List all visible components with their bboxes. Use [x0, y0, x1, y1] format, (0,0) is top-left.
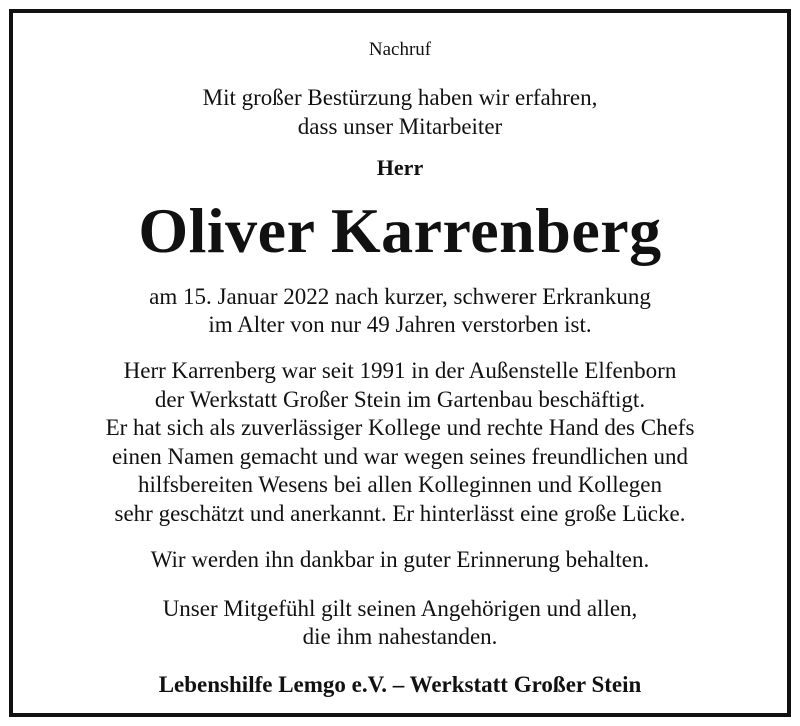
bio-line: Er hat sich als zuverlässiger Kollege und rechte Hand des Chefs — [105, 415, 695, 440]
salutation — [13, 154, 787, 182]
obituary-heading — [13, 38, 787, 62]
bio-line: Herr Karrenberg war seit 1991 in der Außenstelle Elfenborn — [123, 358, 677, 383]
condolence-paragraph — [13, 595, 787, 651]
death-line: am 15. Januar 2022 nach kurzer, schwerer Erkrankung — [149, 284, 651, 309]
thanks-line: Wir werden ihn dankbar in guter Erinnerung behalten. — [150, 547, 650, 572]
intro-line: Mit großer Bestürzung haben wir erfahren, — [202, 85, 598, 110]
salutation-text: Herr — [376, 155, 424, 180]
death-line: im Alter von nur 49 Jahren verstorben ist. — [208, 312, 592, 337]
signature — [13, 670, 787, 700]
bio-line: einen Namen gemacht und war wegen seines freundlichen und — [111, 443, 689, 469]
thanks-paragraph — [13, 546, 787, 574]
heading-text: Nachruf — [368, 39, 432, 60]
bio-line: hilfsbereiten Wesens bei allen Kolleginnen und Kollegen — [137, 472, 663, 497]
condolence-line: Unser Mitgefühl gilt seinen Angehörigen und allen, — [162, 596, 638, 621]
signature-text: Lebenshilfe Lemgo e.V. – Werkstatt Großer Stein — [158, 672, 642, 697]
intro-paragraph — [13, 83, 787, 141]
bio-line: sehr geschätzt und anerkannt. Er hinterlässt eine große Lücke. — [114, 500, 686, 526]
condolence-line: die ihm nahestanden. — [302, 624, 498, 649]
biography-paragraph — [13, 357, 787, 528]
bio-line: der Werkstatt Großer Stein im Gartenbau beschäftigt. — [154, 386, 646, 412]
intro-line: dass unser Mitarbeiter — [297, 114, 503, 139]
obituary-frame — [9, 9, 791, 717]
deceased-name — [13, 193, 787, 269]
deceased-name-text: Oliver Karrenberg — [138, 195, 662, 266]
death-paragraph — [13, 283, 787, 339]
